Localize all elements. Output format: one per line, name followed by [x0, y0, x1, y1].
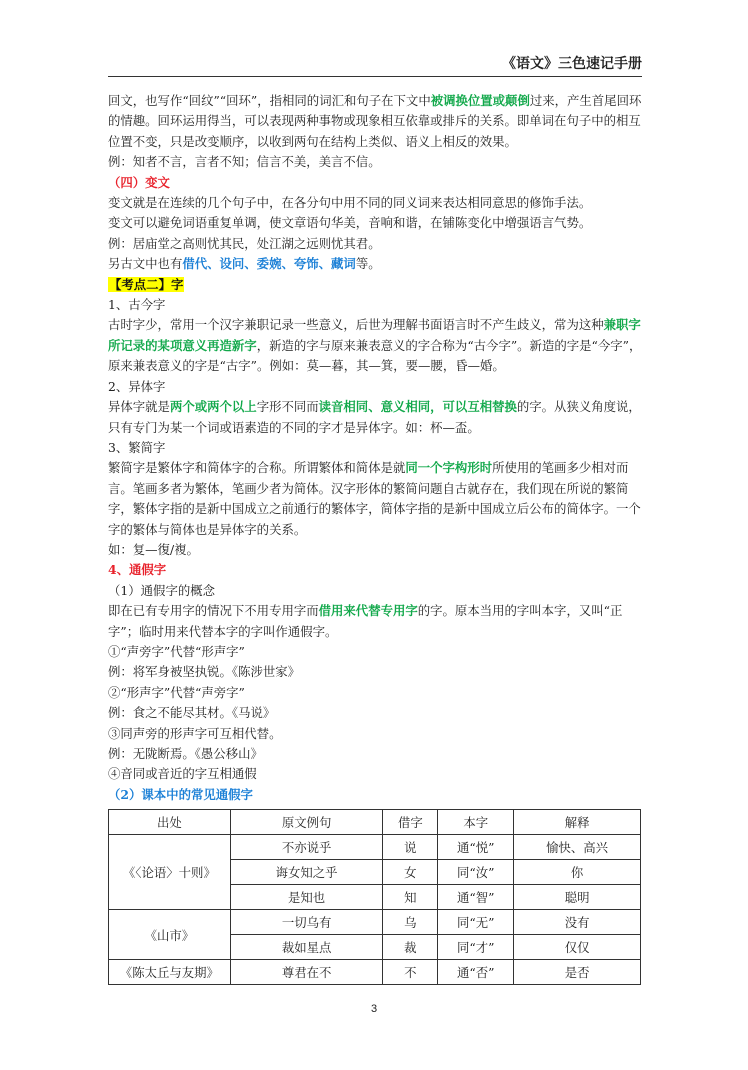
- text: 的字。原本当用的字叫本字，又叫“正字”；临时用来代替本字的字叫作通假字。: [108, 603, 623, 639]
- header-title: 《语文》三色速记手册: [502, 56, 642, 72]
- highlight: 被调换位置或颠倒: [430, 93, 530, 108]
- subsection-title-common-tongjia: （2）课本中的常见通假字: [108, 786, 253, 802]
- subsection-title-fanjian: 3、繁简字: [108, 439, 166, 455]
- kaodian-title: [108, 275, 644, 295]
- table-row: [109, 910, 641, 935]
- table-header-cell: 出处: [109, 810, 231, 835]
- table-cell: 不: [383, 960, 438, 985]
- table-header-cell: 借字: [383, 810, 438, 835]
- table-cell: 愉快、高兴: [514, 835, 641, 860]
- subsection-title-yiti: 2、异体字: [108, 378, 166, 394]
- paragraph-tongjia: [108, 601, 644, 642]
- tongjia-type-1-example: 例：将军身被坚执锐。《陈涉世家》: [108, 664, 301, 680]
- table-cell: 女: [383, 860, 438, 885]
- text: 等。: [355, 256, 381, 272]
- tongjia-type-4: ④音同或音近的字互相通假: [108, 766, 257, 782]
- text: 即在已有专用字的情况下不用专用字而: [108, 603, 319, 619]
- table-cell: 一切乌有: [230, 910, 383, 935]
- table-row: [109, 835, 641, 860]
- table-cell: 裁: [383, 935, 438, 960]
- table-header-cell: 本字: [438, 810, 514, 835]
- tongjia-type-1: ①“声旁字”代替“形声字”: [108, 643, 245, 659]
- paragraph-huiwen: [108, 91, 644, 152]
- table-header-row: [109, 810, 641, 835]
- highlight-terms: 借代、设问、委婉、夸饰、藏词: [182, 256, 356, 272]
- tongjia-type-2: ②“形声字”代替“声旁字”: [108, 684, 245, 700]
- highlight: 借用来代替专用字: [318, 603, 418, 619]
- subsection-title-tongjia: 4、通假字: [108, 562, 167, 578]
- table-cell: 尊君在不: [230, 960, 383, 985]
- paragraph-yiti: [108, 397, 644, 438]
- highlight: 同一个字构形时: [405, 460, 493, 476]
- paragraph-other-rhetoric: [108, 254, 644, 274]
- page-header: [108, 50, 642, 77]
- section-title-bianwen: （四）变文: [108, 174, 170, 190]
- table-cell: 没有: [514, 910, 641, 935]
- example-fanjian: 如：复—復/複。: [108, 541, 199, 557]
- table-cell: 是否: [514, 960, 641, 985]
- page-number: 3: [370, 1003, 378, 1015]
- text: ，新造的字与原来兼表意义的字合称为“古今字”。新造的字是“今字”，原来兼表意义的字是“古字”。例如：莫—暮，其—箕，要—腰，昏—婚。: [108, 337, 642, 374]
- tongjia-type-2-example: 例：食之不能尽其材。《马说》: [108, 705, 276, 721]
- paragraph-fanjian: [108, 458, 644, 540]
- example-bianwen: 例：居庙堂之高则忧其民，处江湖之远则忧其君。: [108, 235, 381, 251]
- table-cell: 知: [383, 885, 438, 910]
- text: 另古文中也有: [108, 256, 183, 272]
- text: 字形不同而: [256, 399, 319, 415]
- table-cell: 同“汝”: [438, 860, 514, 885]
- table-cell: 诲女知之乎: [230, 860, 383, 885]
- subsection-title-tongjia-concept: （1）通假字的概念: [108, 582, 216, 598]
- text: 回文，也写作“回纹”“回环”，指相同的词汇和句子在下文中: [108, 93, 431, 108]
- tongjia-table: [108, 809, 641, 985]
- table-cell: 通“否”: [438, 960, 514, 985]
- text: 所使用的笔画多少相对而言。笔画多者为繁体，笔画少者为简体。汉字形体的繁简问题自古就存在，我们现在所说的繁简字，繁体字指的是新中国成立之前通行的繁体字，简体字指的是新中国成立后公布的简体字。一个字的繁体与简体也是异体字的关系。: [108, 460, 641, 537]
- table-cell: 聪明: [514, 885, 641, 910]
- text: 古时字少，常用一个汉字兼职记录一些意义，后世为理解书面语言时不产生歧义，常为这种: [108, 317, 604, 333]
- table-row: [109, 960, 641, 985]
- table-header-cell: 解释: [514, 810, 641, 835]
- table-header-cell: 原文例句: [230, 810, 383, 835]
- paragraph-gujin: [108, 315, 644, 376]
- table-source-cell: 《山市》: [109, 910, 231, 960]
- text: 的字。从狭义角度说，只有专门为某一个词或语素造的不同的字才是异体字。如：杯—盃。: [108, 399, 641, 435]
- text: 异体字就是: [108, 399, 170, 415]
- highlight: 兼职字所记录的某项意义再造新字: [108, 317, 641, 353]
- table-cell: 通“悦”: [438, 835, 514, 860]
- tongjia-type-3: ③同声旁的形声字可互相代替。: [108, 725, 282, 741]
- kaodian-label: 【考点二】字: [109, 276, 184, 292]
- text: 过来，产生首尾回环的情趣。回环运用得当，可以表现两种事物或现象相互依靠或排斥的关系。即单词在句子中的相互位置不变，只是改变顺序，以收到两句在结构上类似、语义上相反的效果。: [108, 93, 642, 149]
- table-source-cell: 《〈论语〉十则》: [109, 835, 231, 910]
- table-cell: 仅仅: [514, 935, 641, 960]
- subsection-title-gujin: 1、古今字: [108, 297, 166, 313]
- table-cell: 通“智”: [438, 885, 514, 910]
- table-cell: 说: [383, 835, 438, 860]
- example-huiwen: 例：知者不言，言者不知；信言不美，美言不信。: [108, 154, 381, 170]
- table-cell: 裁如星点: [230, 935, 383, 960]
- table-cell: 是知也: [230, 885, 383, 910]
- tongjia-type-3-example: 例：无陇断焉。《愚公移山》: [108, 746, 263, 761]
- table-cell: 你: [514, 860, 641, 885]
- table-cell: 不亦说乎: [230, 835, 383, 860]
- table-source-cell: 《陈太丘与友期》: [109, 960, 231, 985]
- highlight: 读音相同、意义相同，可以互相替换: [318, 399, 517, 415]
- table-cell: 乌: [383, 910, 438, 935]
- table-cell: 同“才”: [438, 935, 514, 960]
- text: 繁简字是繁体字和简体字的合称。所谓繁体和简体是就: [108, 460, 406, 476]
- paragraph-bianwen-2: 变文可以避免词语重复单调，使文章语句华美，音响和谐，在铺陈变化中增强语言气势。: [108, 215, 592, 231]
- main-content: [108, 91, 644, 805]
- paragraph-bianwen-1: 变文就是在连续的几个句子中，在各分句中用不同的同义词来表达相同意思的修饰手法。: [108, 195, 592, 211]
- highlight: 两个或两个以上: [169, 399, 257, 415]
- table-cell: 同“无”: [438, 910, 514, 935]
